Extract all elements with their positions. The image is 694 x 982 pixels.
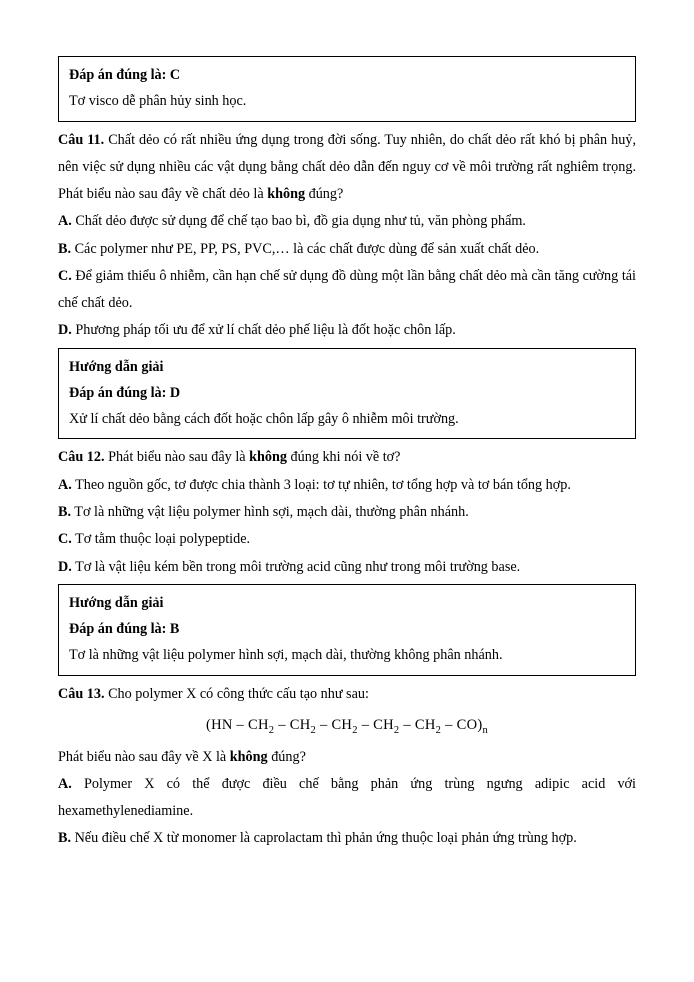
question-11-stem-part2: đúng?: [305, 186, 344, 203]
document-content: [58, 56, 636, 853]
question-13-option-b: [58, 825, 636, 852]
question-12-option-c: [58, 526, 636, 553]
question-12-number: Câu 12.: [58, 449, 105, 466]
question-12-option-b: [58, 499, 636, 526]
question-12-stem-part1: Phát biểu nào sau đây là: [104, 449, 250, 466]
option-text-a: Theo nguồn gốc, tơ được chia thành 3 loại: tơ tự nhiên, tơ tổng hợp và tơ bán tổng hợp.: [71, 476, 571, 493]
question-12: [58, 444, 636, 580]
question-13-number: Câu 13.: [58, 685, 105, 702]
question-12-option-d: [58, 554, 636, 581]
option-text-d: Tơ là vật liệu kém bền trong môi trường acid cũng như trong môi trường base.: [71, 558, 521, 575]
formula-bracket-close: ): [477, 716, 483, 733]
formula-body: HN – $CH_2 - CH_2 - CH_2 - CH_2 - CH_2$ – CO: [211, 716, 478, 736]
option-text-b: Tơ là những vật liệu polymer hình sợi, mạch dài, thường phân nhánh.: [71, 503, 469, 520]
formula-bracket-open: (: [205, 716, 212, 733]
polymer-structural-formula: [58, 714, 636, 740]
question-12-stem: [58, 444, 636, 471]
question-13-stem-part1: Cho polymer X có công thức cấu tạo như sau:: [104, 685, 369, 702]
question-11-number: Câu 11.: [58, 131, 105, 148]
option-text-b: Các polymer như PE, PP, PS, PVC,… là các chất được dùng để sản xuất chất dẻo.: [71, 240, 540, 257]
solution-heading: Hướng dẫn giải: [69, 358, 164, 375]
answer-box-q10: [58, 56, 636, 122]
solution-explain: Tơ là những vật liệu polymer hình sợi, mạch dài, thường không phân nhánh.: [69, 647, 503, 664]
question-13-stem-after-formula: [58, 744, 636, 771]
option-text-b: Nếu điều chế X từ monomer là caprolactam thì phản ứng thuộc loại phản ứng trùng hợp.: [71, 830, 577, 847]
question-12-stem-bold: không: [249, 449, 287, 466]
option-label-a: A.: [58, 213, 72, 230]
solution-explain: Xử lí chất dẻo bằng cách đốt hoặc chôn lấp gây ô nhiễm môi trường.: [69, 411, 459, 428]
option-label-a: A.: [58, 476, 72, 493]
question-13: [58, 681, 636, 853]
option-label-c: C.: [58, 531, 72, 548]
question-12-option-a: [58, 472, 636, 499]
question-13-after-part1: Phát biểu nào sau đây về X là: [58, 748, 230, 765]
answer-line-correct: Đáp án đúng là: C: [69, 67, 181, 83]
option-text-a: Chất dẻo được sử dụng để chế tạo bao bì, đồ gia dụng như tủ, văn phòng phẩm.: [71, 213, 526, 230]
solution-box-q11: [58, 348, 636, 440]
option-text-c: Để giảm thiểu ô nhiễm, cần hạn chế sử dụng đồ dùng một lần bằng chất dẻo mà cần tăng cường tái chế chất dẻo.: [58, 267, 636, 312]
question-13-after-bold: không: [229, 748, 268, 765]
option-label-d: D.: [58, 558, 72, 575]
question-11-option-c: [58, 263, 636, 318]
solution-heading: Hướng dẫn giải: [69, 594, 164, 611]
question-13-after-part2: đúng?: [267, 748, 306, 765]
question-12-stem-part2: đúng khi nói về tơ?: [286, 449, 401, 466]
option-label-b: B.: [58, 830, 72, 847]
question-11-option-d: [58, 317, 636, 344]
solution-answer: Đáp án đúng là: B: [69, 621, 180, 638]
option-text-a: Polymer X có thể được điều chế bằng phản ứng trùng ngưng adipic acid với hexamethylenediamine.: [58, 775, 636, 820]
question-11-option-b: [58, 236, 636, 263]
option-label-d: D.: [58, 322, 72, 339]
question-11: [58, 127, 636, 345]
option-text-c: Tơ tằm thuộc loại polypeptide.: [71, 531, 251, 548]
answer-line-explain: Tơ visco dễ phân hủy sinh học.: [69, 93, 247, 110]
question-11-stem-part1: Chất dẻo có rất nhiều ứng dụng trong đời sống. Tuy nhiên, do chất dẻo rất khó bị phân huỷ, nên việc sử dụng nhiều các vật dụng bằng chất dẻo dẫn đến nguy cơ về môi trường rất nghiêm trọng. Phát biểu nào sau đây về chất dẻo là: [58, 131, 636, 203]
question-11-option-a: [58, 208, 636, 235]
formula-subscript-n: n: [482, 724, 489, 736]
question-11-stem-bold: không: [267, 186, 306, 203]
solution-box-q12: [58, 584, 636, 676]
option-label-c: C.: [58, 267, 72, 284]
option-label-b: B.: [58, 503, 72, 520]
option-text-d: Phương pháp tối ưu để xử lí chất dẻo phế liệu là đốt hoặc chôn lấp.: [71, 322, 456, 339]
option-label-b: B.: [58, 240, 72, 257]
question-11-stem: [58, 127, 636, 209]
option-label-a: A.: [58, 775, 72, 792]
question-13-option-a: [58, 771, 636, 826]
question-13-stem: [58, 681, 636, 708]
solution-answer: Đáp án đúng là: D: [69, 384, 181, 401]
